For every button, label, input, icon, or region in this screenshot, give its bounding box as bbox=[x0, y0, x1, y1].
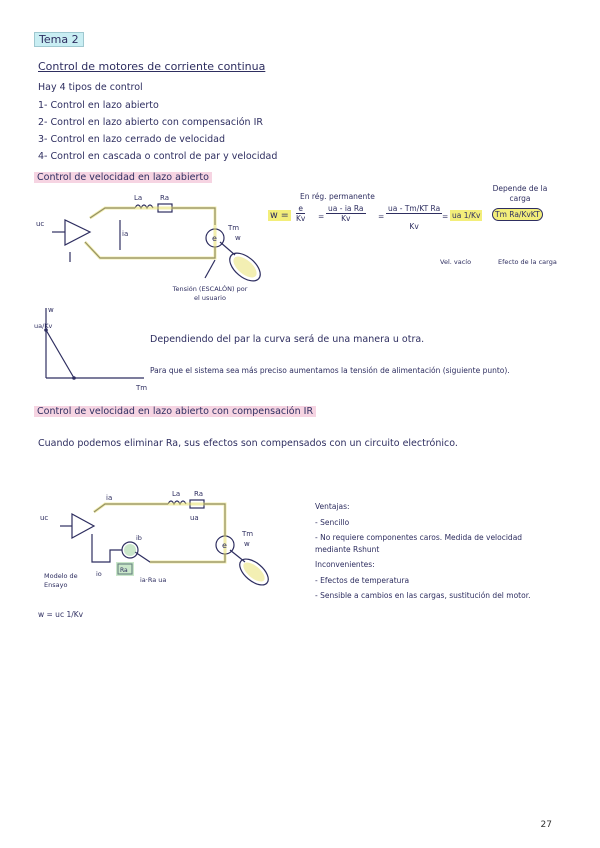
label-ra: Ra bbox=[160, 194, 169, 202]
topic-label: Tema 2 bbox=[34, 32, 84, 47]
control-type-1: 1- Control en lazo abierto bbox=[38, 100, 159, 111]
equation-note-top: En rég. permanente bbox=[300, 192, 375, 201]
label2-ua: ua bbox=[190, 514, 199, 522]
label-e: e bbox=[212, 234, 217, 243]
wire-top-right bbox=[172, 208, 215, 225]
frac3 bbox=[386, 204, 442, 231]
frac3-num: ua - Tm/KT Ra bbox=[388, 204, 441, 213]
equation-label-right: Efecto de la carga bbox=[498, 258, 557, 266]
label2-io: io bbox=[96, 570, 102, 578]
label-w: w bbox=[235, 234, 241, 242]
section1-title: Control de velocidad en lazo abierto bbox=[34, 172, 212, 183]
disadvantages-title: Inconvenientes: bbox=[315, 560, 375, 569]
section2-title: Control de velocidad en lazo abierto con compensación IR bbox=[34, 406, 316, 417]
label-uc: uc bbox=[36, 220, 45, 228]
control-type-4: 4- Control en cascada o control de par y velocidad bbox=[38, 151, 278, 162]
wire-right-bottom bbox=[85, 242, 215, 258]
label2-ib: ib bbox=[136, 534, 142, 542]
circuit1-note: Tensión (ESCALÓN) por el usuario bbox=[172, 285, 248, 302]
section2-text: Cuando podemos eliminar Ra, sus efectos son compensados con un circuito electrónico. bbox=[38, 438, 458, 449]
page-number: 27 bbox=[540, 820, 552, 830]
label2-ra: Ra bbox=[194, 490, 203, 498]
advantages-title: Ventajas: bbox=[315, 502, 350, 511]
equation-lhs: w = bbox=[270, 210, 289, 221]
page-heading: Control de motores de corriente continua bbox=[38, 60, 266, 73]
graph-speed-line bbox=[46, 330, 74, 378]
graph-point-x bbox=[72, 376, 76, 380]
frac1-num: e bbox=[296, 204, 305, 214]
amplifier2-symbol bbox=[72, 514, 94, 538]
equation-label-top-right: Depende de la carga bbox=[492, 184, 548, 203]
result-b: Tm Ra/KvKT bbox=[492, 208, 543, 221]
label-ia: ia bbox=[122, 230, 129, 238]
section1-text-2: Para que el sistema sea más preciso aumentamos la tensión de alimentación (siguiente punto). bbox=[150, 366, 510, 375]
label2-ia: ia bbox=[106, 494, 113, 502]
label-tm: Tm bbox=[228, 224, 240, 232]
label2-w: w bbox=[244, 540, 250, 548]
advantage-1: - Sencillo bbox=[315, 518, 350, 527]
circuit2-note-right: ia·Ra ua bbox=[140, 576, 167, 584]
section1-text-1: Dependiendo del par la curva será de una manera u otra. bbox=[150, 334, 425, 345]
section2-formula: w = uc 1/Kv bbox=[38, 610, 84, 619]
label2-uc: uc bbox=[40, 514, 49, 522]
disadvantage-2: - Sensible a cambios en las cargas, sustitución del motor. bbox=[315, 591, 531, 600]
frac1 bbox=[296, 204, 305, 223]
label-la: La bbox=[134, 194, 143, 202]
equation-label-left: Vel. vacío bbox=[440, 258, 472, 266]
circuit2-note-left: Modelo de Ensayo bbox=[44, 572, 78, 589]
frac2 bbox=[326, 204, 366, 223]
intro-text: Hay 4 tipos de control bbox=[38, 82, 143, 93]
equals-1: = bbox=[318, 212, 325, 221]
graph-x-label: Tm bbox=[136, 384, 148, 392]
frac2-den: Kv bbox=[341, 214, 351, 223]
frac3-den: Kv bbox=[409, 222, 419, 231]
label2-la: La bbox=[172, 490, 181, 498]
label2-tm: Tm bbox=[242, 530, 254, 538]
frac1-den: Kv bbox=[296, 214, 306, 223]
label2-ra-comp: Ra bbox=[120, 567, 128, 574]
label2-e: e bbox=[222, 541, 227, 550]
equals-2: = bbox=[378, 212, 385, 221]
graph-y-axis-label: w bbox=[48, 306, 54, 314]
graph-y-label: ua/Kv bbox=[34, 322, 53, 330]
control-type-3: 3- Control en lazo cerrado de velocidad bbox=[38, 134, 225, 145]
result-a: ua 1/Kv bbox=[452, 211, 481, 220]
speed-torque-graph bbox=[34, 302, 174, 392]
disadvantage-1: - Efectos de temperatura bbox=[315, 576, 410, 585]
equals-3: = bbox=[442, 212, 449, 221]
advantage-2: - No requiere componentes caros. Medida de velocidad mediante Rshunt bbox=[315, 533, 523, 554]
control-type-2: 2- Control en lazo abierto con compensación IR bbox=[38, 117, 263, 128]
frac2-num: ua - ia Ra bbox=[328, 204, 364, 213]
